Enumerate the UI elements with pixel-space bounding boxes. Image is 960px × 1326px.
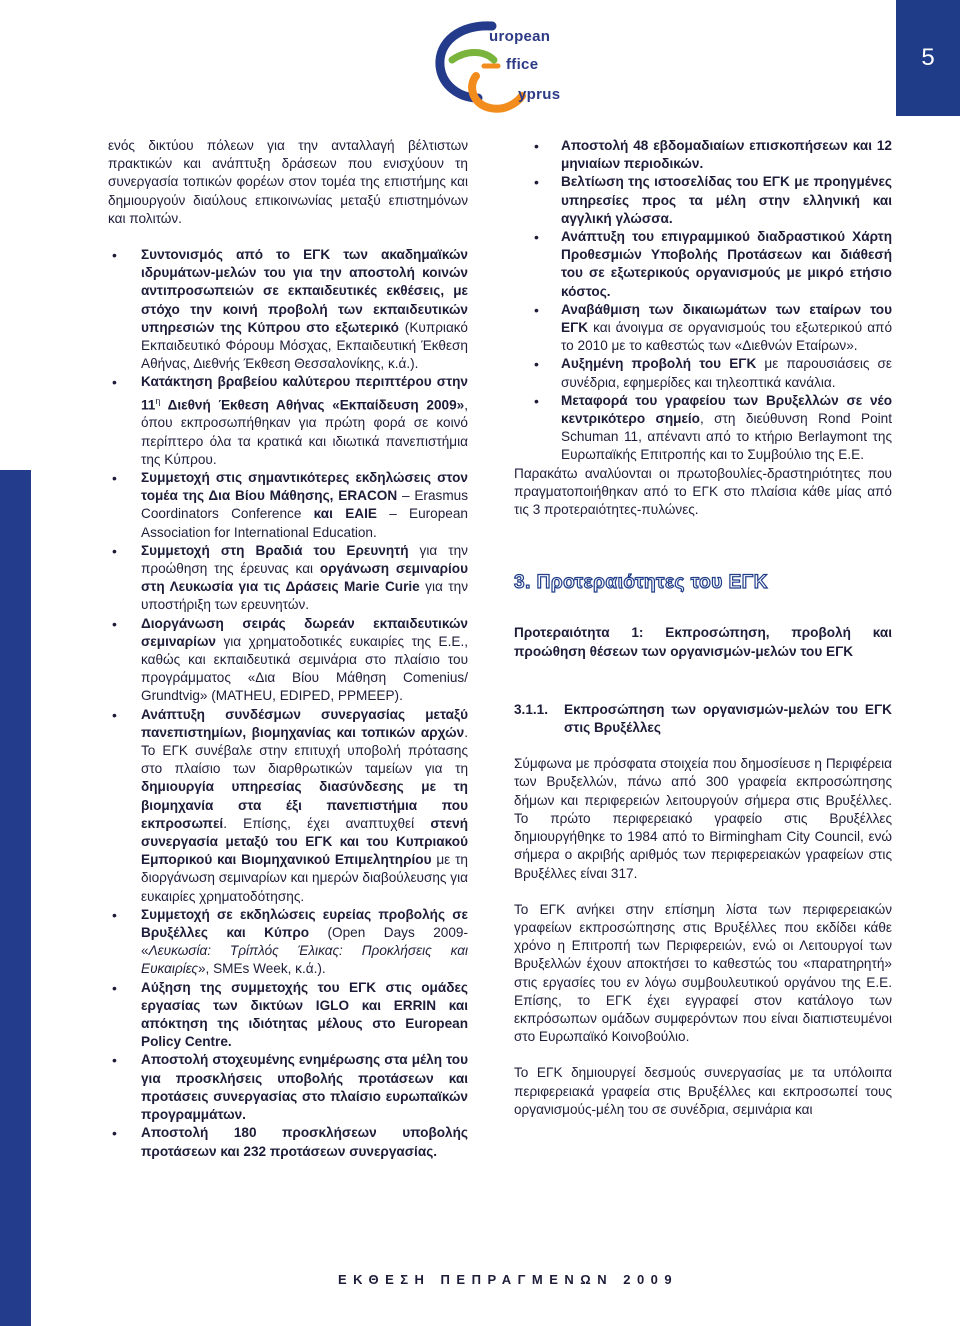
list-item: • Αυξημένη προβολή του ΕΓΚ με παρουσιάσεις σε συνέδρια, εφημερίδες και τηλεοπτικά κανάλια. bbox=[514, 355, 892, 391]
list-item: • Αναβάθμιση των δικαιωμάτων των εταίρων του ΕΓΚ και άνοιγμα σε οργανισμούς του εξωτερικού από το 2010 με το καθεστώς των «Διεθνών Εταίρων». bbox=[514, 301, 892, 356]
right-bullet-list bbox=[514, 137, 892, 465]
list-item: • Αποστολή στοχευμένης ενημέρωσης στα μέλη του για προσκλήσεις υποβολής προτάσεων και προτάσεις συνεργασίας στο πλαίσιο ευρωπαϊκών προγραμμάτων. bbox=[108, 1051, 468, 1124]
subsection-text: Εκπροσώπηση των οργανισμών-μελών του ΕΓΚ στις Βρυξέλλες bbox=[564, 701, 892, 736]
subsection-heading bbox=[514, 701, 892, 737]
subsection-number: 3.1.1. bbox=[514, 701, 549, 717]
list-item: • Συντονισμός από το ΕΓΚ των ακαδημαϊκών ιδρυμάτων-μελών του για την αποστολή κοινών αντιπροσωπειών σε εκπαιδευτικές εκθέσεις, με στόχο την κοινή προβολή των εκπαιδευτικών υπηρεσιών της Κύπρου στο εξωτερικό (Κυπριακό Εκπαιδευτικό Φόρουμ Μόσχας, Εκπαιδευτική Έκθεση Αθήνας, Διεθνής Έκθεση Θεσσαλονίκης, κ.ά.). bbox=[108, 246, 468, 373]
priority-subtitle: Προτεραιότητα 1: Εκπροσώπηση, προβολή και προώθηση θέσεων των οργανισμών-μελών του ΕΓΚ bbox=[514, 625, 892, 659]
list-item: • Ανάπτυξη συνδέσμων συνεργασίας μεταξύ πανεπιστημίων, βιομηχανίας και τοπικών αρχών. Το ΕΓΚ συνέβαλε στην επιτυχή υποβολή πρότασης στο πλαίσιο των διαρθρωτικών ταμείων για τη δημιουργία υπηρεσίας διασύνδεσης με τη βιομηχανία στα έξι πανεπιστήμια που εκπροσωπεί. Επίσης, έχει αναπτυχθεί στενή συνεργασία μεταξύ του ΕΓΚ και του Κυπριακού Εμπορικού και Βιομηχανικού Επιμελητηρίου με τη διοργάνωση σεμιναρίων και ημερών διαβούλευσης για ευκαιρίες χρηματοδότησης. bbox=[108, 706, 468, 906]
list-item: • Αποστολή 180 προσκλήσεων υποβολής προτάσεων και 232 προτάσεων συνεργασίας. bbox=[108, 1124, 468, 1160]
body-paragraph: Το ΕΓΚ δημιουργεί δεσμούς συνεργασίας με τα υπόλοιπα περιφερειακά γραφεία στις Βρυξέλλες και εκπροσωπεί τους οργανισμούς-μέλη του σε συνέδρια, σεμινάρια και bbox=[514, 1065, 892, 1117]
left-bullet-list bbox=[108, 246, 468, 1161]
list-item: • Αύξηση της συμμετοχής του ΕΓΚ στις ομάδες εργασίας των δικτύων IGLO και ERRIN και απόκτηση της ιδιότητας μέλους στο European Policy Centre. bbox=[108, 979, 468, 1052]
right-column bbox=[514, 137, 892, 1119]
page-number: 5 bbox=[896, 0, 960, 116]
left-column bbox=[108, 137, 468, 1161]
list-item: • Συμμετοχή σε εκδηλώσεις ευρείας προβολής σε Βρυξέλλες και Κύπρο (Open Days 2009- «Λευκωσία: Τρίπλός Έλικας: Προκλήσεις και Ευκαιρίες», SMEs Week, κ.ά.). bbox=[108, 906, 468, 979]
body-paragraph: Το ΕΓΚ ανήκει στην επίσημη λίστα των περιφερειακών γραφείων εκπροσώπησης στις Βρυξέλλες που εκδίδει κάθε χρόνο η Επιτροπή των Περιφερειών, ενώ οι Λειτουργοί των Βρυξελλών έχουν αποκτήσει το καθεστώς του «παρατηρητή» στις εργασίες του εν λόγω συμβουλευτικού οργάνου της Ε.Ε. Επίσης, το ΕΓΚ έχει εγγραφεί στον κατάλογο των εκπρόσωπων ομάδων συμφερόντων που είναι διαπιστευμένοι στο Ευρωπαϊκό Κοινοβούλιο. bbox=[514, 901, 892, 1045]
intro-paragraph: ενός δικτύου πόλεων για την ανταλλαγή βέλτιστων πρακτικών και ανάπτυξη δράσεων που ενισχύουν τη συνεργασία τοπικών φορέων στον τομέα της επιστήμης και δημιουργούν διαύλους επικοινωνίας μεταξύ επιστημόνων και πολιτών. bbox=[108, 138, 468, 226]
logo-word-office: ffice bbox=[506, 56, 539, 73]
intro-priorities-paragraph: Παρακάτω αναλύονται οι πρωτοβουλίες-δραστηριότητες που πραγματοποιήθηκαν από το ΕΓΚ στο πλαίσια κάθε μίας από τις 3 προτεραιότητες-πυλώνες. bbox=[514, 465, 892, 518]
section-title: 3. Προτεραιότητες του ΕΓΚ bbox=[514, 572, 768, 594]
logo-word-cyprus: yprus bbox=[518, 86, 561, 103]
left-accent-bar bbox=[0, 470, 31, 1326]
list-item: • Μεταφορά του γραφείου των Βρυξελλών σε νέο κεντρικότερο σημείο, στη διεύθυνση Rond Point Schuman 11, απέναντι από το κτήριο Berlaymont της Ευρωπαϊκής Επιτροπής και το Συμβούλιο της Ε.Ε. bbox=[514, 392, 892, 465]
list-item: • Αποστολή 48 εβδομαδιαίων επισκοπήσεων και 12 μηνιαίων περιοδικών. bbox=[514, 137, 892, 173]
list-item: • Συμμετοχή στις σημαντικότερες εκδηλώσεις στον τομέα της Δια Βίου Μάθησης, ERACON – Erasmus Coordinators Conference και EAIE – European Association for International Education. bbox=[108, 469, 468, 542]
footer-report-title: ΕΚΘΕΣΗ ΠΕΠΡΑΓΜΕΝΩΝ 2009 bbox=[338, 1272, 679, 1287]
list-item: • Ανάπτυξη του επιγραμμικού διαδραστικού Χάρτη Προθεσμιών Υποβολής Προτάσεων και διάθεσή του σε εξωτερικούς οργανισμούς με μικρό ετήσιο κόστος. bbox=[514, 228, 892, 301]
list-item: • Συμμετοχή στη Βραδιά του Ερευνητή για την προώθηση της έρευνας και οργάνωση σεμιναρίου στη Λευκωσία για τις Δράσεις Marie Curie για την υποστήριξη των ερευνητών. bbox=[108, 542, 468, 615]
list-item: • Βελτίωση της ιστοσελίδας του ΕΓΚ με προηγμένες υπηρεσίες προς τα μέλη στην ελληνική και αγγλική γλώσσα. bbox=[514, 173, 892, 228]
european-office-cyprus-logo bbox=[432, 20, 562, 114]
logo-word-european: uropean bbox=[489, 28, 551, 45]
list-item: • Διοργάνωση σειράς δωρεάν εκπαιδευτικών σεμιναρίων για χρηματοδοτικές ευκαιρίες της Ε.Ε., καθώς και εκπαιδευτικά σεμινάρια στο πλαίσιο του προγράμματος «Δια Βίου Μάθηση Comenius/ Grundtvig» (MATHEU, EDIPED, PPMEEP). bbox=[108, 615, 468, 706]
list-item: • Κατάκτηση βραβείου καλύτερου περιπτέρου στην $11^\eta$ Διεθνή Έκθεση Αθήνας «Εκπαίδευση 2009», όπου εκπροσωπήθηκαν για πρώτη φορά σε κοινό περίπτερο όλα τα κρατικά και ιδιωτικά πανεπιστήμια της Κύπρου. bbox=[108, 373, 468, 469]
body-paragraph: Σύμφωνα με πρόσφατα στοιχεία που δημοσίευσε η Περιφέρεια των Βρυξελλών, πάνω από 300 γραφεία εκπροσώπησης δήμων και περιφερειών λειτουργούν σήμερα στις Βρυξέλλες. Το πρώτο περιφερειακό γραφείο στις Βρυξέλλες δημιουργήθηκε το 1984 από το Birmingham City Council, ενώ σήμερα ο ακριβής αριθμός των περιφερειακών γραφείων στις Βρυξέλλες είναι 317. bbox=[514, 756, 892, 881]
